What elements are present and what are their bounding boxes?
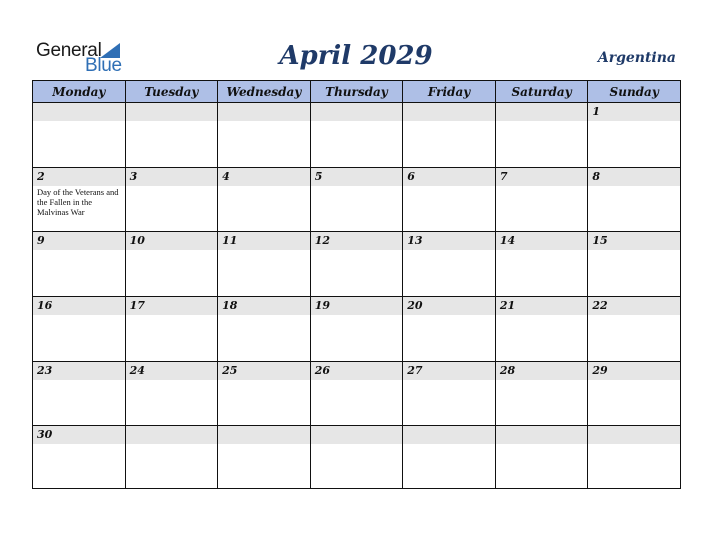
weekday-header-row (33, 81, 681, 103)
day-cell (310, 296, 403, 361)
day-number (218, 426, 310, 444)
day-number: 26 (311, 362, 403, 380)
week-row (33, 167, 681, 232)
day-number (311, 426, 403, 444)
day-cell (125, 103, 218, 168)
day-cell (588, 361, 681, 426)
holiday-label: Day of the Veterans and the Fallen in the Malvinas War (37, 186, 119, 217)
day-number: 4 (218, 168, 310, 186)
day-number: 3 (126, 168, 218, 186)
day-cell (33, 103, 126, 168)
weekday-header: Thursday (310, 81, 403, 103)
day-cell (310, 361, 403, 426)
calendar-grid (32, 80, 681, 489)
day-number: 22 (588, 297, 680, 315)
day-cell (403, 232, 496, 297)
day-cell (495, 103, 588, 168)
day-number: 18 (218, 297, 310, 315)
day-cell (125, 232, 218, 297)
day-number (311, 103, 403, 121)
day-number: 16 (33, 297, 125, 315)
weekday-header: Tuesday (125, 81, 218, 103)
day-cell (588, 167, 681, 232)
day-cell (218, 167, 311, 232)
day-cell (403, 426, 496, 489)
day-cell (125, 167, 218, 232)
weekday-header: Saturday (495, 81, 588, 103)
day-number: 19 (311, 297, 403, 315)
day-number: 10 (126, 232, 218, 250)
day-number: 13 (403, 232, 495, 250)
day-number (496, 426, 588, 444)
day-number (126, 426, 218, 444)
day-number (496, 103, 588, 121)
logo-word-general: General (36, 40, 102, 61)
day-number: 20 (403, 297, 495, 315)
day-number: 29 (588, 362, 680, 380)
day-number: 30 (33, 426, 125, 444)
day-cell (403, 361, 496, 426)
day-cell (310, 103, 403, 168)
weekday-header: Wednesday (218, 81, 311, 103)
weekday-header: Monday (33, 81, 126, 103)
week-row (33, 361, 681, 426)
day-number: 8 (588, 168, 680, 186)
day-number: 14 (496, 232, 588, 250)
day-cell (495, 361, 588, 426)
logo-word-blue: Blue (85, 55, 122, 76)
day-cell (33, 296, 126, 361)
day-cell (218, 232, 311, 297)
day-cell (33, 361, 126, 426)
day-cell (495, 167, 588, 232)
day-cell (310, 232, 403, 297)
day-number (588, 426, 680, 444)
day-number (218, 103, 310, 121)
day-number: 9 (33, 232, 125, 250)
day-number: 1 (588, 103, 680, 121)
day-number (403, 103, 495, 121)
day-number: 11 (218, 232, 310, 250)
day-cell (33, 426, 126, 489)
day-cell (125, 296, 218, 361)
day-cell (403, 296, 496, 361)
day-number: 15 (588, 232, 680, 250)
day-number: 12 (311, 232, 403, 250)
day-cell (33, 232, 126, 297)
day-cell (125, 361, 218, 426)
day-number (33, 103, 125, 121)
day-cell (218, 361, 311, 426)
day-number: 6 (403, 168, 495, 186)
country-name: Argentina (597, 50, 676, 66)
week-row (33, 296, 681, 361)
day-number: 21 (496, 297, 588, 315)
calendar-title: April 2029 (279, 41, 433, 71)
day-cell (218, 296, 311, 361)
day-number (126, 103, 218, 121)
day-cell (495, 232, 588, 297)
weekday-header: Friday (403, 81, 496, 103)
day-cell (495, 296, 588, 361)
day-cell (218, 426, 311, 489)
day-number: 23 (33, 362, 125, 380)
day-cell (33, 167, 126, 232)
day-cell (588, 232, 681, 297)
day-cell (588, 103, 681, 168)
generalblue-logo (36, 40, 136, 74)
day-number: 27 (403, 362, 495, 380)
day-cell (403, 167, 496, 232)
week-row (33, 103, 681, 168)
day-cell (218, 103, 311, 168)
day-cell (125, 426, 218, 489)
day-number: 25 (218, 362, 310, 380)
day-number: 28 (496, 362, 588, 380)
day-number (403, 426, 495, 444)
day-cell (495, 426, 588, 489)
day-number: 24 (126, 362, 218, 380)
day-number: 7 (496, 168, 588, 186)
day-cell (588, 296, 681, 361)
day-number: 17 (126, 297, 218, 315)
day-cell (403, 103, 496, 168)
week-row (33, 232, 681, 297)
day-cell (588, 426, 681, 489)
day-number: 2 (33, 168, 125, 186)
day-cell (310, 167, 403, 232)
day-cell (310, 426, 403, 489)
day-number: 5 (311, 168, 403, 186)
weekday-header: Sunday (588, 81, 681, 103)
week-row (33, 426, 681, 489)
